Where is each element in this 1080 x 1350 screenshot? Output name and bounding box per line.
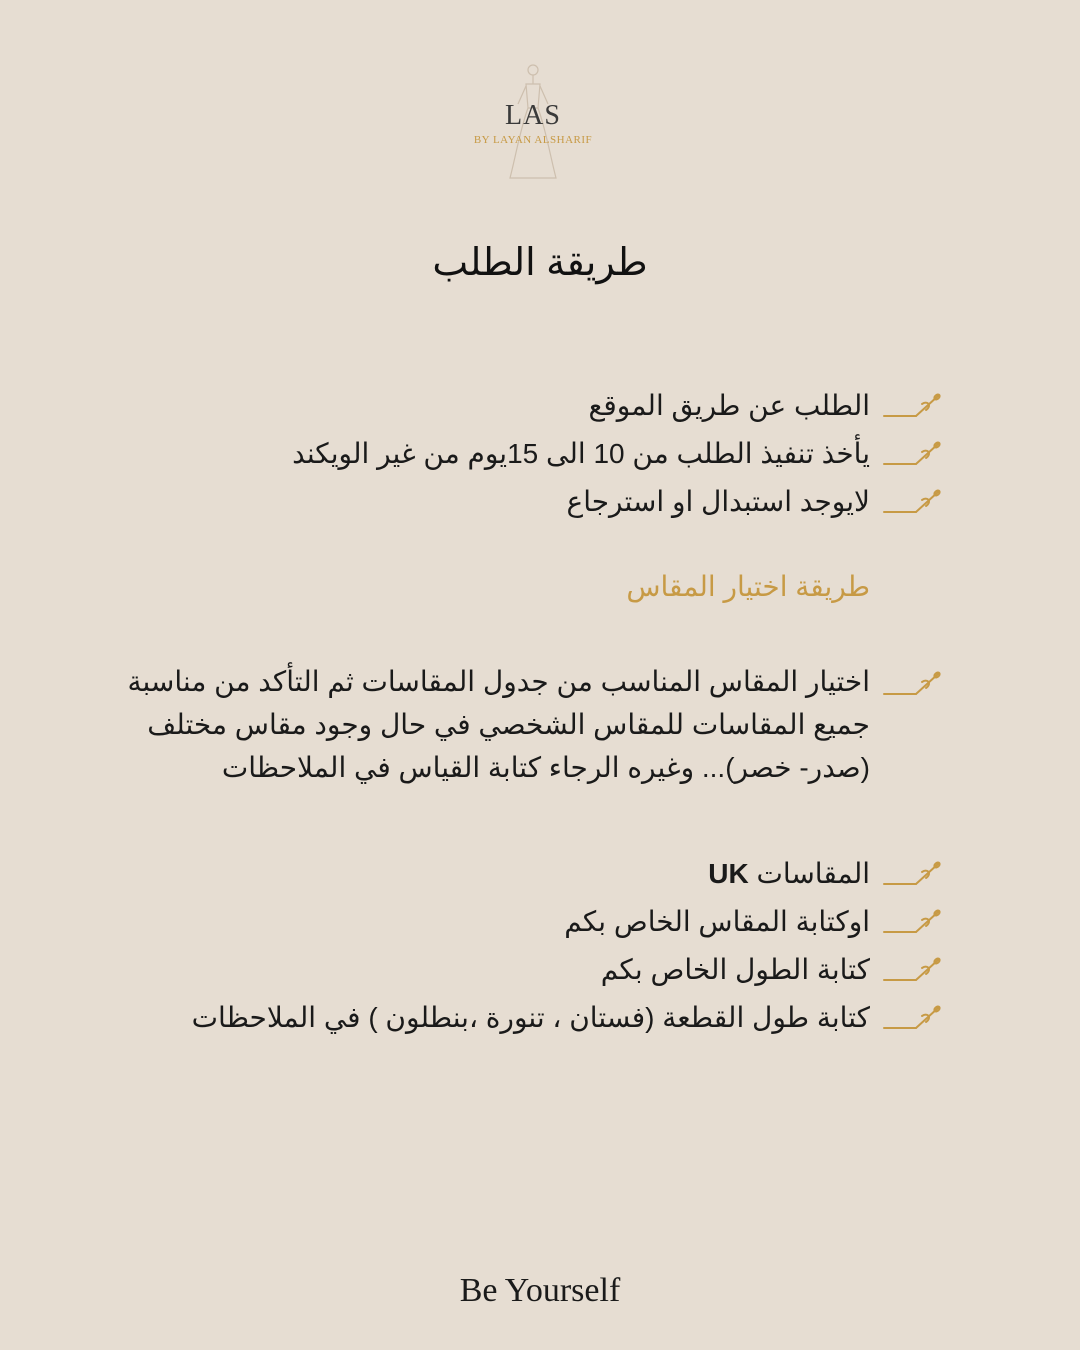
section-title: طريقة اختيار المقاس xyxy=(626,571,870,602)
needle-thread-icon xyxy=(882,486,944,516)
list-item xyxy=(192,850,944,898)
needle-thread-icon xyxy=(882,668,944,698)
order-list xyxy=(292,382,944,526)
list-item xyxy=(192,994,944,1042)
page-title: طريقة الطلب xyxy=(432,242,648,284)
needle-thread-icon xyxy=(882,438,944,468)
logo-subtitle: BY LAYAN ALSHARIF xyxy=(473,134,593,146)
logo-text: LAS xyxy=(505,100,561,131)
needle-thread-icon xyxy=(882,906,944,936)
list-item xyxy=(105,660,944,789)
needle-thread-icon xyxy=(882,858,944,888)
needle-thread-icon xyxy=(882,954,944,984)
needle-thread-icon xyxy=(882,390,944,420)
list-item-text: الطلب عن طريق الموقع xyxy=(588,390,870,421)
list-item-text: اختيار المقاس المناسب من جدول المقاسات ثم التأكد من مناسبة جميع المقاسات للمقاس الشخصي في حال وجود مقاس مختلف (صدر- خصر)... وغيره الرجاء كتابة القياس في الملاحظات xyxy=(127,666,870,783)
list-item-text: كتابة طول القطعة (فستان ، تنورة ،بنطلون ) في الملاحظات xyxy=(191,1002,870,1033)
list-item xyxy=(292,478,944,526)
size-list xyxy=(105,660,944,789)
list-item xyxy=(192,898,944,946)
extra-list xyxy=(192,850,944,1042)
list-item xyxy=(292,382,944,430)
list-item xyxy=(292,430,944,478)
list-item-text: كتابة الطول الخاص بكم xyxy=(600,954,870,985)
footer-slogan: Be Yourself xyxy=(459,1272,621,1309)
needle-thread-icon xyxy=(882,1002,944,1032)
list-item-text: لايوجد استبدال او استرجاع xyxy=(566,486,870,517)
list-item-text: اوكتابة المقاس الخاص بكم xyxy=(564,906,870,937)
list-item-text: يأخذ تنفيذ الطلب من 10 الى 15يوم من غير الويكند xyxy=(292,438,870,469)
list-item-text: المقاسات xyxy=(756,858,870,889)
list-item xyxy=(192,946,944,994)
size-unit: UK xyxy=(708,858,749,889)
brand-logo xyxy=(468,60,598,182)
